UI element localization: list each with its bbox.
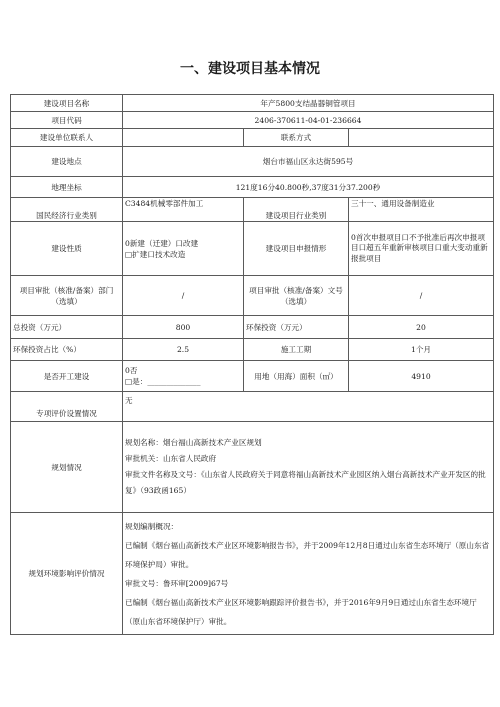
started-label: 是否开工建设 [11,361,123,392]
row-location [11,147,494,177]
row-contact [11,129,494,147]
coords-value: 121度16分40.800秒,37度31分37.200秒 [123,177,494,198]
env-investment-label: 环保投资（万元） [244,316,349,339]
row-special-eval [11,392,494,422]
coords-label: 地理坐标 [11,177,123,198]
special-eval-value: 无 [123,392,494,422]
declaration-options: 0首次申报项目口不予批准后再次申报项目口超五年重新审核项目口重大变动重新报批项目 [349,222,494,276]
planning-eia-label: 规划环境影响评价情况 [11,513,123,635]
project-industry-label: 建设项目行业类别 [244,198,349,222]
construction-period-value: 1个月 [349,339,494,361]
project-industry-value: 三十一、通用设备制造业 [349,198,494,222]
env-ratio-value: 2.5 [123,339,244,361]
land-area-value: 4910 [349,361,494,392]
nature-option-line-2: □扩建口技术改造 [125,249,186,259]
planning-authority: 审批机关：山东省人民政府 [125,454,217,463]
industry-value: C3484机械零部件加工 [123,198,244,222]
location-value: 烟台市福山区永达街595号 [123,147,494,177]
land-area-label: 用地（用海）面积（㎡） [244,361,349,392]
row-industry [11,198,494,222]
row-ratio [11,339,494,361]
started-option-no: 0否 [125,366,138,375]
planning-document: 审批文件名称及文号：《山东省人民政府关于同意将福山高新技术产业园区纳入烟台高新技术产业开发区的批复》（93政函165） [125,470,486,495]
location-label: 建设地点 [11,147,123,177]
contact-method-value [349,129,494,147]
planning-name: 规划名称：烟台福山高新技术产业区规划 [125,438,262,447]
contact-label: 建设单位联系人 [11,129,123,147]
declaration-label: 建设项目申报情形 [244,222,349,276]
project-name-label: 建设项目名称 [11,95,123,112]
planning-eia-approval-no: 审批文号：鲁环审[2009]67号 [125,578,229,588]
approval-dept-label: 项目审批（核准/备案）部门（选填） [11,276,123,316]
nature-option-line-1: 0新建（迁建）口改建 [125,238,199,248]
approval-doc-label: 项目审批（核准/备案）文号（选填） [244,276,349,316]
row-approval [11,276,494,316]
planning-eia-heading: 规划编制概况： [125,521,179,531]
row-nature [11,222,494,276]
contact-method-label: 联系方式 [244,129,349,147]
project-code-value: 2406-370611-04-01-236664 [123,112,494,129]
industry-label: 国民经济行业类别 [11,198,123,222]
project-code-label: 项目代码 [11,112,123,129]
approval-dept-value: / [123,276,244,316]
project-info-table [10,94,494,635]
row-planning-eia [11,513,494,635]
planning-eia-content [123,513,494,635]
contact-value [123,129,244,147]
investment-value: 800 [123,316,244,339]
approval-doc-value: / [349,276,494,316]
row-investment [11,316,494,339]
row-started [11,361,494,392]
planning-content [123,422,494,513]
row-coords [11,177,494,198]
env-investment-value: 20 [349,316,494,339]
construction-period-label: 施工工期 [244,339,349,361]
planning-eia-tracking-report: 已编制《烟台福山高新技术产业区环境影响跟踪评价报告书》，并于2016年9月9日通过山东省生态环境厅（原山东省环境保护厅）审批。 [125,597,477,626]
planning-label: 规划情况 [11,422,123,513]
special-eval-label: 专项评价设置情况 [11,392,123,422]
started-options [123,361,244,392]
nature-label: 建设性质 [11,222,123,276]
row-planning [11,422,494,513]
project-name-value: 年产5800支结晶器铜管项目 [123,95,494,112]
started-option-yes: □是：______________ [125,377,201,386]
nature-options [123,222,244,276]
planning-eia-report: 已编制《烟台福山高新技术产业区环境影响报告书》，并于2009年12月8日通过山东省生态环境厅（原山东省环境保护局）审批。 [125,540,490,569]
section-title: 一、建设项目基本情况 [180,61,320,77]
row-project-code [11,112,494,129]
env-ratio-label: 环保投资占比（%） [11,339,123,361]
row-project-name [11,95,494,112]
investment-label: 总投资（万元） [11,316,123,339]
